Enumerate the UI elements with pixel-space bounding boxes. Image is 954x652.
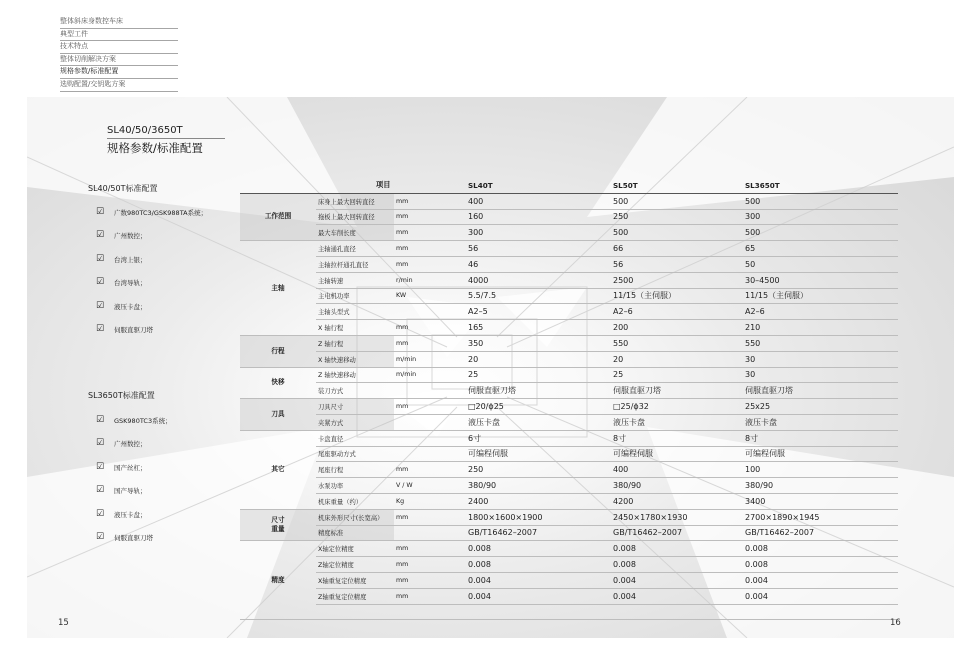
spec-value: 165 [466,320,611,336]
spec-value: GB/T16462–2007 [743,525,898,541]
spec-value: GB/T16462–2007 [611,525,743,541]
spec-unit: mm [394,241,466,257]
spec-value: 380/90 [743,478,898,494]
title-divider [107,138,225,139]
table-row [240,272,898,288]
row-group-label: 工作范围 [240,193,316,240]
std-config-item: ☑ 液压卡盘； [96,301,147,311]
spec-value: 210 [743,320,898,336]
spec-value: 380/90 [466,478,611,494]
spec-unit: V / W [394,478,466,494]
std-config-item: ☑ 国产丝杠； [96,462,147,472]
header-cell: 项目 [316,178,394,193]
spec-value: 0.008 [466,541,611,557]
std-config-item: ☑ 国产导轨； [96,485,147,495]
page-number-left: 15 [58,618,69,628]
std-config-item: ☑ GSK980TC3系统； [96,415,172,425]
spec-value: 液压卡盘 [743,414,898,430]
spec-value: 伺服直驱刀塔 [611,383,743,399]
spec-value: 0.008 [466,557,611,573]
spec-unit: mm [394,509,466,525]
spec-value: 25 [466,367,611,383]
spec-value: GB/T16462–2007 [466,525,611,541]
table-row [240,462,898,478]
spec-value: 66 [611,241,743,257]
checkbox-icon: ☑ [96,230,105,240]
checkbox-icon: ☑ [96,324,105,334]
spec-value: A2–5 [466,304,611,320]
spec-item-label: Z轴定位精度 [316,557,394,573]
spec-unit: mm [394,225,466,241]
checkbox-icon: ☑ [96,415,105,425]
spec-item-label: 主轴通孔直径 [316,241,394,257]
table-row [240,209,898,225]
spec-value: 2500 [611,272,743,288]
spec-value: 2450×1780×1930 [611,509,743,525]
spec-unit [394,304,466,320]
spec-table-body [240,193,898,620]
checkbox-icon: ☑ [96,254,105,264]
spec-value: 2700×1890×1945 [743,509,898,525]
spec-unit: mm [394,256,466,272]
spec-unit [394,525,466,541]
spec-item-label: 水泵功率 [316,478,394,494]
std-config-item: ☑ 液压卡盘； [96,509,147,519]
spec-value: 可编程伺服 [743,446,898,462]
spec-value: 250 [611,209,743,225]
spec-value: 46 [466,256,611,272]
spec-value: A2–6 [743,304,898,320]
spec-value: 液压卡盘 [466,414,611,430]
table-header-row [240,178,898,193]
spec-value: 液压卡盘 [611,414,743,430]
spec-value: 伺服直驱刀塔 [466,383,611,399]
spec-unit: mm [394,399,466,415]
spec-unit: m/min [394,367,466,383]
header-cell: SL40T [466,178,611,193]
spec-value: 500 [611,193,743,209]
header-cell [394,178,466,193]
spec-value: 0.008 [611,541,743,557]
checkbox-icon: ☑ [96,207,105,217]
spec-unit: mm [394,193,466,209]
row-group-label: 行程 [240,335,316,367]
spec-item-label: X轴重复定位精度 [316,572,394,588]
spec-value: 350 [466,335,611,351]
spec-unit: mm [394,541,466,557]
std-config-item: ☑ 伺服直驱刀塔 [96,532,153,542]
table-row [240,588,898,604]
spec-item-label: X 轴行程 [316,320,394,336]
table-row [240,414,898,430]
checkbox-icon: ☑ [96,277,105,287]
spec-item-label: 夹紧方式 [316,414,394,430]
spec-value: 4200 [611,493,743,509]
row-group-label: 主轴 [240,241,316,336]
spec-value: 11/15（主伺服） [611,288,743,304]
spec-item-label: 机床外形尺寸(长宽高） [316,509,394,525]
spec-item-label: 刀具尺寸 [316,399,394,415]
spec-unit [394,446,466,462]
toc-item-active[interactable]: 规格参数/标准配置 [60,66,178,79]
table-row [240,478,898,494]
page-title-en: SL40/50/3650T [107,125,183,136]
table-row [240,256,898,272]
spec-value: 56 [466,241,611,257]
spec-value: 5.5/7.5 [466,288,611,304]
spec-value: 0.004 [611,572,743,588]
table-row [240,557,898,573]
header-cell: SL3650T [743,178,898,193]
spec-value: 0.004 [611,588,743,604]
spec-value: 0.004 [466,588,611,604]
checkbox-icon: ☑ [96,301,105,311]
header-cell: SL50T [611,178,743,193]
spec-unit: mm [394,320,466,336]
spec-value: 0.004 [743,572,898,588]
table-row [240,367,898,383]
toc-item[interactable]: 选购配置/交钥匙方案 [60,79,178,92]
spec-item-label: 主轴拉杆通孔直径 [316,256,394,272]
std-config-item: ☑ 广州数控； [96,230,147,240]
spec-unit: mm [394,572,466,588]
spec-unit [394,414,466,430]
spec-value: 250 [466,462,611,478]
spec-value: 30 [743,367,898,383]
spec-unit [394,604,466,620]
std-config-title: SL3650T标准配置 [88,391,155,400]
table-row [240,430,898,446]
spec-item-label: X轴定位精度 [316,541,394,557]
spec-value: 500 [743,193,898,209]
spec-value: 50 [743,256,898,272]
spec-item-label: 床身上最大回转直径 [316,193,394,209]
table-row [240,399,898,415]
spec-value: 550 [743,335,898,351]
spec-item-label: 尾座驱动方式 [316,446,394,462]
spec-value: 25x25 [743,399,898,415]
spec-value: 20 [466,351,611,367]
spec-unit [394,430,466,446]
spec-value: A2–6 [611,304,743,320]
spec-value: 30–4500 [743,272,898,288]
row-group-label: 精度 [240,541,316,620]
spec-value: 160 [466,209,611,225]
spec-value: 2400 [466,493,611,509]
spec-item-label: 主电机功率 [316,288,394,304]
spec-value: 400 [466,193,611,209]
spec-value: 300 [743,209,898,225]
spec-value: 100 [743,462,898,478]
spec-item-label: 精度标准 [316,525,394,541]
spec-unit: mm [394,557,466,573]
spec-value: 65 [743,241,898,257]
std-config-item: ☑ 伺服直驱刀塔 [96,324,153,334]
toc-nav [60,16,178,92]
spec-value: 3400 [743,493,898,509]
spec-value: 4000 [466,272,611,288]
spec-value: 1800×1600×1900 [466,509,611,525]
spec-value: 200 [611,320,743,336]
spec-unit: Kg [394,493,466,509]
spec-item-label: X 轴快速移动 [316,351,394,367]
spec-unit: mm [394,335,466,351]
spec-value: 400 [611,462,743,478]
checkbox-icon: ☑ [96,509,105,519]
spec-item-label: 装刀方式 [316,383,394,399]
spec-value [743,604,898,620]
spec-value: 伺服直驱刀塔 [743,383,898,399]
spec-item-label: Z 轴行程 [316,335,394,351]
spec-value: □25/ϕ32 [611,399,743,415]
row-group-label: 其它 [240,430,316,509]
spec-item-label: 主轴头型式 [316,304,394,320]
spec-item-label [316,604,394,620]
spec-value: 可编程伺服 [466,446,611,462]
spec-unit: KW [394,288,466,304]
spec-value: 0.008 [743,541,898,557]
toc-item[interactable]: 典型工件 [60,29,178,42]
std-config-title: SL40/50T标准配置 [88,184,158,193]
spec-value: 0.008 [743,557,898,573]
row-group-label: 快移 [240,367,316,399]
spec-value: □20/ϕ25 [466,399,611,415]
spec-unit: m/min [394,351,466,367]
std-config-item: ☑ 台湾上银； [96,254,147,264]
spec-value: 8寸 [611,430,743,446]
spec-item-label: 卡盘直径 [316,430,394,446]
spec-value: 300 [466,225,611,241]
table-row [240,446,898,462]
toc-item[interactable]: 技术特点 [60,41,178,54]
spec-value: 20 [611,351,743,367]
spec-value: 56 [611,256,743,272]
table-row [240,509,898,525]
spec-item-label: 主轴转速 [316,272,394,288]
table-row [240,304,898,320]
spec-value: 30 [743,351,898,367]
toc-item[interactable]: 整体切削解决方案 [60,54,178,67]
table-row [240,383,898,399]
table-row [240,225,898,241]
spec-unit: mm [394,462,466,478]
std-config-item: ☑ 台湾导轨； [96,277,147,287]
spec-item-label: Z轴重复定位精度 [316,588,394,604]
table-row [240,525,898,541]
spec-value: 25 [611,367,743,383]
table-row [240,288,898,304]
table-row [240,320,898,336]
spec-unit: r/min [394,272,466,288]
checkbox-icon: ☑ [96,438,105,448]
spec-value: 0.004 [466,572,611,588]
spec-unit: mm [394,209,466,225]
table-row [240,241,898,257]
toc-item[interactable]: 整体斜床身数控车床 [60,16,178,29]
table-row [240,193,898,209]
table-row [240,493,898,509]
spec-item-label: 机床重量（约） [316,493,394,509]
spec-value: 6寸 [466,430,611,446]
row-group-label: 尺寸 重量 [240,509,316,541]
header-cell [240,178,316,193]
spec-value: 0.008 [611,557,743,573]
table-row [240,351,898,367]
spec-item-label: 尾座行程 [316,462,394,478]
table-row [240,604,898,620]
std-config-item: ☑ 广州数控； [96,438,147,448]
spec-value [466,604,611,620]
page-number-right: 16 [890,618,901,628]
spec-value: 380/90 [611,478,743,494]
checkbox-icon: ☑ [96,485,105,495]
table-row [240,572,898,588]
spec-value: 8寸 [743,430,898,446]
table-row [240,541,898,557]
spec-value: 11/15（主伺服） [743,288,898,304]
spec-item-label: Z 轴快速移动 [316,367,394,383]
table-row [240,335,898,351]
row-group-label: 刀具 [240,399,316,431]
checkbox-icon: ☑ [96,462,105,472]
spec-value: 0.004 [743,588,898,604]
spec-value: 可编程伺服 [611,446,743,462]
spec-value: 500 [611,225,743,241]
spec-unit [394,383,466,399]
spec-value: 500 [743,225,898,241]
spec-value: 550 [611,335,743,351]
spec-value [611,604,743,620]
spec-table [240,178,898,620]
spec-unit: mm [394,588,466,604]
checkbox-icon: ☑ [96,532,105,542]
page-title: 规格参数/标准配置 [107,141,203,155]
spec-item-label: 最大车削长度 [316,225,394,241]
spec-item-label: 拖板上最大回转直径 [316,209,394,225]
std-config-item: ☑ 广数980TC3/GSK988TA系统； [96,207,208,217]
